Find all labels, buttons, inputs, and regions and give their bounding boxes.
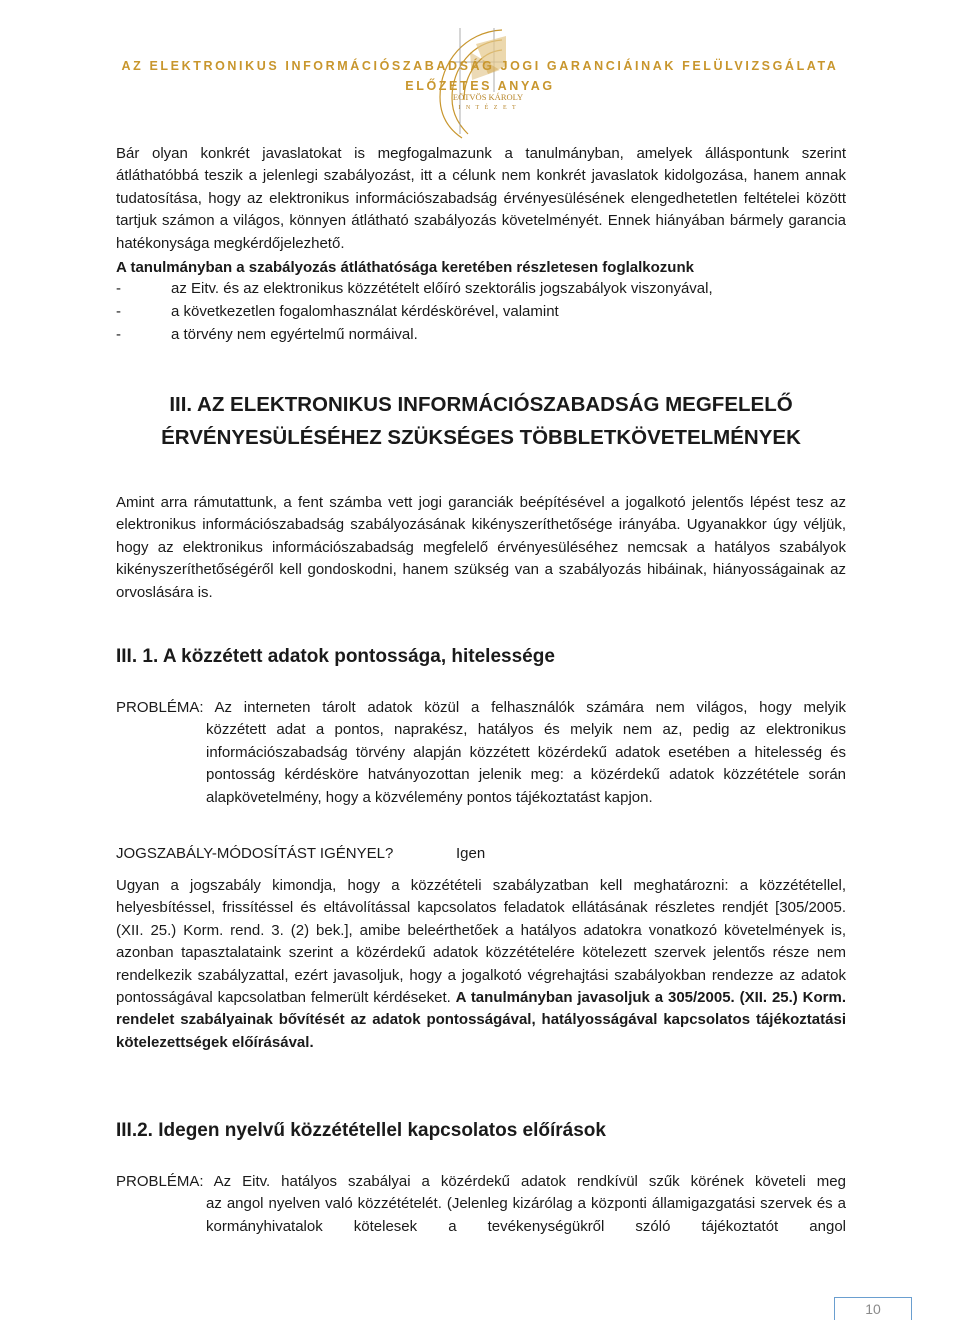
section-3-2-heading: III.2. Idegen nyelvű közzététellel kapcsolatos előírások <box>116 1120 606 1141</box>
list-dash: - <box>116 280 121 297</box>
problem-block: PROBLÉMA: Az interneten tárolt adatok közül a felhasználók számára nem világos, hogy melyik közzétett adat a pontos, naprakész, hatályos és melyik nem az, pedig az elektronikus információszabadság törvény alapján közzétett közérdekű adatok esetében a hitelesség és pontosság kérdésköre hatványozottan jelenik meg: a közérdekű adatok közzététele során alapkövetelmény, hogy a közvélemény pontos tájékoztatást kapjon. <box>116 699 846 806</box>
institute-logo-text: EÖTVÖS KÁROLY I N T É Z E T <box>452 92 524 111</box>
list-dash: - <box>116 326 121 343</box>
header-title: AZ ELEKTRONIKUS INFORMÁCIÓSZABADSÁG JOGI GARANCIÁINAK FELÜLVIZSGÁLATA <box>121 59 839 73</box>
section-3-heading: III. AZ ELEKTRONIKUS INFORMÁCIÓSZABADSÁG MEGFELELŐ ÉRVÉNYESÜLÉSÉHEZ SZÜKSÉGES TÖBBLETKÖVETELMÉNYEK <box>161 393 801 449</box>
section-3-1-paragraph: Ugyan a jogszabály kimondja, hogy a közzétételi szabályzatban kell meghatározni: a közzététellel, helyesbítéssel, frissítéssel és eltávolítással kapcsolatos feladatok ellátásának részletes rendjét [305/2005. (XII. 25.) Korm. rend. 3. (2) bek.], amibe beleérthetőek a hatályos adatokra vonatkozó követelmények is, azonban tapasztalataink szerint a közérdekű adatok közzétételére kötelezett szervek jelentős része nem rendelkezik szabályzattal, ezért javasoljuk, hogy a jogalkotó végrehajtási szabályokban rendezze az adatok pontosságával kapcsolatban felmerült kérdéseket. A tanulmányban javasoljuk a 305/2005. (XII. 25.) Korm. rendelet szabályainak bővítését az adatok pontosságával, hatályosságával kapcsolatos tájékoztatási kötelezettségek előírásával. <box>116 877 846 1051</box>
list-item: a törvény nem egyértelmű normáival. <box>171 326 418 343</box>
intro-bold-line: A tanulmányban a szabályozás átláthatósága keretében részletesen foglalkozunk <box>116 259 694 276</box>
document-header <box>0 56 960 96</box>
page-number: 10 <box>834 1297 912 1320</box>
problem-label: PROBLÉMA: <box>116 699 204 716</box>
header-subtitle: ELŐZETES ANYAG <box>405 79 555 93</box>
amendment-label: JOGSZABÁLY-MÓDOSÍTÁST IGÉNYEL? <box>116 845 394 862</box>
list-item: az Eitv. és az elektronikus közzétételt előíró szektorális jogszabályok viszonyával, <box>171 280 713 297</box>
section-3-paragraph: Amint arra rámutattunk, a fent számba vett jogi garanciák beépítésével a jogalkotó jelentős lépést tesz az elektronikus információszabadság szabályozásának kikényszeríthetősége irányába. Ugyanakkor úgy véljük, hogy az elektronikus információszabadság megfelelő érvényesüléséhez nemcsak a hatályos szabályok kikényszeríthetőségéről kell gondoskodni, hanem szükség van a szabályozás hibáinak, hiányosságainak az orvoslására is. <box>116 494 846 601</box>
problem-block-2: PROBLÉMA: Az Eitv. hatályos szabályai a közérdekű adatok rendkívül szűk körének követeli meg az angol nyelven való közzétételét. (Jelenleg kizárólag a központi államigazgatási szervek és a kormányhivatalok kötelesek a tevékenységükről szóló tájékoztatót angol <box>116 1173 846 1235</box>
problem-label: PROBLÉMA: <box>116 1173 204 1190</box>
list-item: a következetlen fogalomhasználat kérdéskörével, valamint <box>171 303 559 320</box>
amendment-value: Igen <box>456 845 486 862</box>
list-dash: - <box>116 303 121 320</box>
amendment-row <box>116 843 846 865</box>
intro-paragraph: Bár olyan konkrét javaslatokat is megfogalmazunk a tanulmányban, amelyek álláspontunk szerint átláthatóbbá teszik a jelenlegi szabályozást, itt a célunk nem konkrét javaslatok kidolgozása, hanem annak tudatosítása, hogy az elektronikus információszabadság érvényesülésének elengedhetetlen feltételei között tartjuk számon a világos, könnyen átlátható szabályozás követelményét. Ennek hiányában bármely garancia hatékonysága megkérdőjelezhető. <box>116 145 846 252</box>
section-3-1-heading: III. 1. A közzétett adatok pontossága, hitelessége <box>116 646 555 667</box>
